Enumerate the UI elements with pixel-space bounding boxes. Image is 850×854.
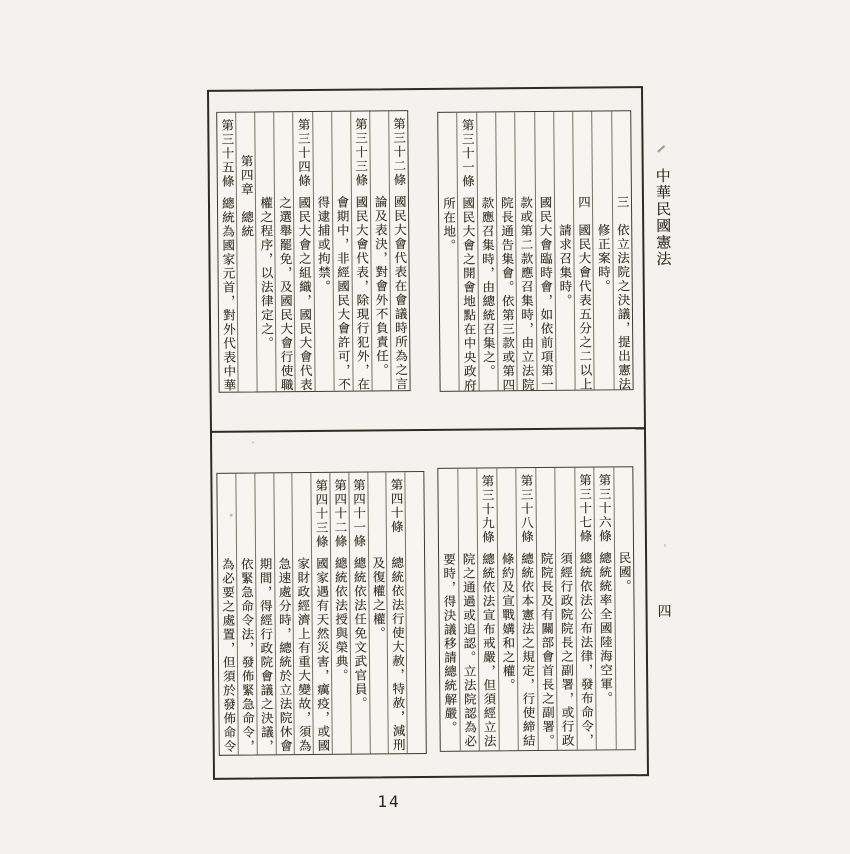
article-text: 權之程序，以法律定之。 (258, 196, 275, 351)
article-number: 第三十八條 (518, 474, 535, 545)
article-column (534, 112, 556, 393)
article-column (348, 473, 369, 754)
article-column (273, 473, 294, 754)
article-text: 總統依法授與榮典。 (333, 556, 350, 683)
article-column (535, 468, 557, 750)
footer-page-number: 14 (377, 792, 401, 811)
article-number: 第三十三條 (353, 117, 369, 188)
article-number: 第四十三條 (313, 478, 330, 549)
article-column (350, 111, 372, 390)
article-text: 總統依法行使大赦，特赦，減刑 (389, 556, 407, 753)
article-column (476, 112, 498, 390)
scan-speck (664, 544, 666, 547)
article-text: 國民大會之組織，國民大會代表 (296, 195, 314, 393)
article-column (254, 473, 275, 754)
article-number: 第三十二條 (391, 117, 408, 188)
article-text: 總統依法宣布戒嚴，但須經立法 (480, 552, 498, 749)
article-text: 款或第二款應召集時，由立法院 (518, 196, 536, 393)
article-text: 國家遇有天然災害，癘疫，或國 (314, 556, 332, 753)
article-text: 急速處分時，總統於立法院休會 (276, 557, 294, 754)
article-text: 總統依法任免文武官員。 (351, 556, 369, 711)
article-text: 及復權之權。 (370, 556, 387, 641)
article-number: 第四十一條 (351, 478, 367, 549)
article-number: 第三十六條 (596, 473, 613, 544)
article-number: 第四十條 (388, 478, 405, 535)
article-column (611, 111, 633, 392)
article-text: 得逮捕或拘禁。 (315, 195, 332, 294)
article-text: 院長通告集會。依第三款或第四 (499, 196, 516, 393)
article-number: 第三十七條 (577, 473, 593, 544)
article-column (274, 112, 296, 391)
article-column (572, 112, 594, 390)
article-text: 國民大會臨時會，如依前項第一 (537, 195, 555, 393)
article-column (457, 469, 479, 751)
article-column (235, 112, 257, 391)
article-column (438, 113, 459, 391)
article-column (476, 468, 498, 750)
margin-folio: 四 (657, 603, 672, 620)
scan-speck (252, 442, 254, 444)
article-column (331, 112, 353, 391)
article-text: 家財政經濟上有重大變故，須為 (295, 557, 313, 754)
article-number: 第四十二條 (332, 478, 349, 549)
article-text: 總統依本憲法之規定，行使締結 (519, 552, 537, 749)
article-number: 第三十五條 (219, 118, 236, 189)
article-column (515, 468, 537, 750)
article-column (312, 112, 334, 391)
scan-speck (230, 514, 233, 517)
article-column (405, 472, 426, 753)
article-text: 國民大會之開會地點在中央政府 (460, 196, 478, 393)
article-text: 為必要之處置，但須於發佈命令 (220, 557, 238, 754)
article-text: 條約及宣戰媾和之權。 (500, 552, 517, 693)
article-text: 要時，得決議移請總統解嚴。 (441, 552, 459, 735)
article-number: 第三十九條 (479, 474, 496, 545)
article-column (592, 111, 614, 389)
article-text: 請求召集時。 (557, 223, 574, 308)
article-column (217, 474, 237, 755)
article-column (514, 112, 536, 393)
article-column (593, 467, 615, 749)
article-text: 民國。 (617, 551, 633, 594)
article-column (310, 473, 331, 754)
article-column (388, 111, 410, 390)
article-column (254, 112, 276, 391)
article-text: 之選舉罷免，及國民大會行使職 (277, 196, 295, 393)
article-text: 國民大會代表在會議時所為之言 (392, 195, 409, 392)
article-text: 款應召集時，由總統召集之。 (479, 196, 497, 379)
article-text: 三 依立法院之決議，提出憲法 (615, 195, 632, 392)
article-column (438, 469, 459, 751)
article-text: 院之通過或追認。立法院認為必 (461, 552, 478, 749)
article-column (235, 474, 256, 755)
article-grid-top-right (437, 110, 633, 392)
article-text: 修正案時。 (595, 223, 612, 294)
article-grid-bottom-left (216, 471, 426, 756)
article-column (293, 112, 315, 391)
article-grid-bottom-right (437, 466, 635, 752)
margin-title: 中華民國憲法 (653, 167, 673, 268)
article-column (386, 472, 407, 753)
article-text: 院院長及有關部會首長之副署。 (539, 551, 556, 749)
article-column (369, 111, 391, 390)
article-text: 所在地。 (441, 196, 457, 253)
article-column (217, 113, 238, 392)
article-column (457, 113, 479, 391)
article-column (496, 468, 518, 750)
article-column (292, 473, 313, 754)
article-text: 期間，得經行政院會議之決議， (257, 557, 275, 754)
scan-speck (657, 145, 665, 152)
article-text: 會期中，非經國民大會許可，不 (334, 195, 352, 392)
article-text: 依緊急命令法，發佈緊急命令， (239, 557, 256, 754)
article-text: 總統依法公布法律，發布命令， (578, 551, 595, 748)
article-column (495, 112, 517, 393)
article-text: 總統統率全國陸海空軍。 (597, 551, 614, 706)
article-grid-top-left (216, 110, 410, 393)
article-number: 第三十一條 (459, 118, 476, 189)
article-text: 總統為國家元首，對外代表中華 (220, 196, 238, 393)
article-text: 論及表決，對會外不負責任。 (373, 195, 390, 378)
article-column (553, 112, 575, 390)
chapter-heading: 第四章 總統 (239, 154, 255, 239)
article-column (367, 472, 388, 753)
article-column (329, 473, 350, 754)
article-text: 須經行政院院長之副署，或行政 (558, 551, 576, 748)
article-number: 第三十四條 (295, 117, 312, 189)
article-text: 四 國民大會代表五分之二以上 (576, 195, 594, 392)
article-column (554, 468, 576, 750)
article-column (613, 467, 635, 749)
article-column (574, 468, 596, 750)
article-text: 國民大會代表，除現行犯外，在 (353, 195, 371, 392)
